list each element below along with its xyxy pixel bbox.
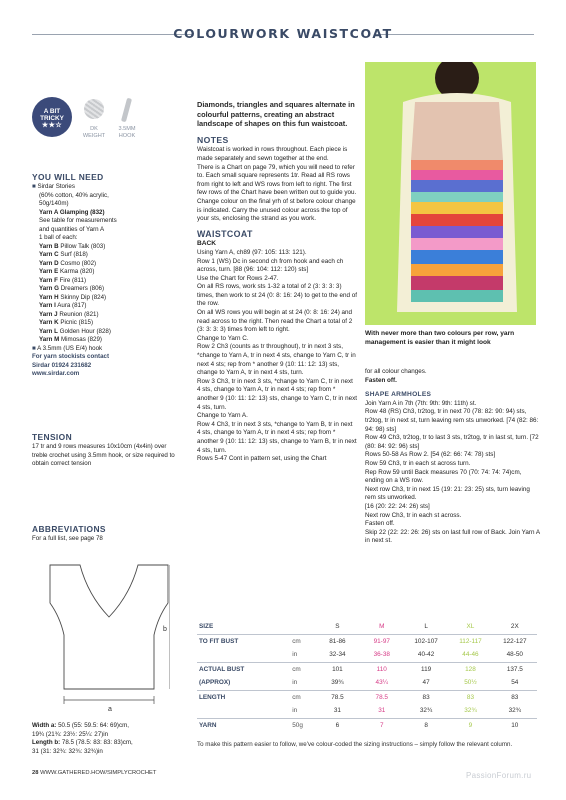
row-unit: 50g	[290, 718, 315, 732]
stripe-11	[411, 276, 503, 290]
yarn-value: Reunion (821)	[59, 310, 99, 318]
notes-paragraph-1: Waistcoat is worked in rows throughout. Each piece is made separately and sewn together at the end.	[197, 146, 348, 162]
armhole-instruction: Row 49 Ch3, tr2tog, tr to last 3 sts, tr2tog, tr in last st, turn. [72 (80: 84: 92: 96) sts]	[365, 434, 539, 450]
yarn-desc-2: 50g/140m)	[39, 200, 69, 207]
row-unit: in	[292, 651, 298, 659]
table-cell: 6	[315, 718, 359, 732]
armholes-title: SHAPE ARMHOLES	[365, 391, 432, 399]
yarn-value: Pillow Talk (803)	[60, 242, 106, 250]
row-label	[197, 648, 290, 662]
stockists-line-1: For yarn stockists contact	[32, 353, 110, 360]
table-cell: 137.5	[493, 662, 537, 676]
yarn-item	[32, 285, 182, 294]
yarn-brand-line	[32, 183, 182, 192]
table-cell: 31	[378, 707, 386, 715]
table-cell: 83	[448, 690, 492, 704]
width-cm: 50.5 (55: 59.5: 64: 69)cm,	[58, 722, 129, 729]
row-unit: cm	[290, 634, 315, 648]
size-header-cell: M	[379, 623, 385, 631]
yarn-key: Yarn J	[39, 310, 58, 318]
page-number: 28	[32, 770, 39, 776]
length-cm: 78.5 (78.5: 83: 83: 83)cm,	[61, 739, 133, 746]
armhole-instruction: Join Yarn A in 7th (7th: 9th: 9th: 11th) st.	[365, 399, 477, 407]
yarn-item	[32, 243, 182, 252]
yarn-item	[32, 277, 182, 286]
badge-stars: ★★☆	[41, 122, 63, 129]
width-in: 19¾ (21¾: 23½: 25¼: 27)in	[32, 730, 109, 738]
intro-text: Diamonds, triangles and squares alternate in colourful patterns, creating an abstract landscape of shapes on this fun waistcoat.	[197, 100, 355, 129]
yarn-item	[32, 311, 182, 320]
page-header-title: COLOURWORK WAISTCOAT	[173, 26, 393, 41]
yarn-item	[32, 336, 182, 345]
table-cell: 9	[448, 718, 492, 732]
size-table-header	[197, 620, 537, 634]
yarn-item	[32, 260, 182, 269]
yarn-key: Yarn C	[39, 251, 59, 258]
stripe-7	[411, 226, 503, 238]
stripe-5	[411, 202, 503, 214]
bullet-icon: ■	[32, 344, 38, 352]
back-instruction: On all WS rows you will begin at st 24 (0: 8: 16: 24) and read across to the right. Then read the Chart a total of 2 (3: 3: 3: 3) times from left to right.	[197, 309, 353, 334]
back-instruction: Using Yarn A, ch89 (97: 105: 113: 121).	[197, 248, 307, 256]
size-header-cell: L	[424, 623, 428, 631]
yarn-value: Surf (818)	[60, 251, 88, 258]
notes-paragraph-2: There is a Chart on page 79, which you will need to refer to. Each small square represents 1tr. Read all RS rows from right to left and WS rows from left to right. The first few rows of the Chart have been written out to guide you. Change colour on the final yrh of st before colour change is indicated. Carry the unused colour across the top of your sts, enclosing the strand as you work.	[197, 163, 357, 223]
armhole-instruction: Row 48 (RS) Ch3, tr2tog, tr in next 70 (78: 82: 90: 94) sts, tr2tog, tr in next st, turn leaving rem sts unworked. [74 (82: 86: 94: 98) sts]	[365, 408, 539, 433]
table-cell: 44-46	[462, 651, 479, 659]
table-cell: 102-107	[404, 634, 448, 648]
waistcoat-pattern	[411, 160, 503, 302]
schematic-caption	[32, 722, 192, 756]
row-unit: cm	[290, 662, 315, 676]
yarn-item	[32, 328, 182, 337]
back-title: BACK	[197, 240, 217, 248]
armhole-instructions	[365, 400, 540, 546]
right-p1: for all colour changes.	[365, 368, 427, 375]
table-cell: 112-117	[448, 634, 492, 648]
table-cell: 7	[360, 718, 404, 732]
stripe-2	[411, 170, 503, 180]
table-cell: 122-127	[493, 634, 537, 648]
waistcoat-photo	[365, 62, 536, 325]
size-header-cell: XL	[466, 623, 475, 631]
yarn-a: Yarn A Glamping (832)	[39, 208, 105, 216]
table-cell: 43¼	[375, 679, 388, 687]
badge-line1: A BIT	[43, 108, 61, 115]
armhole-instruction: Skip 22 (22: 22: 26: 26) sts on last full row of Back. Join Yarn A in next st.	[365, 528, 540, 545]
stripe-10	[411, 264, 503, 276]
table-cell: 83	[493, 690, 537, 704]
table-cell: 47	[422, 679, 430, 687]
table-cell: 119	[404, 662, 448, 676]
back-instruction: On all RS rows, work sts 1-32 a total of 2 (3: 3: 3: 3) times, then work to st 24 (0: 8: 16: 24) to get to the end of the row.	[197, 283, 357, 308]
row-unit: in	[292, 707, 298, 715]
yarn-value: Aura (817)	[57, 302, 87, 309]
table-note: To make this pattern easier to follow, we've colour-coded the sizing instructions – simply follow the relevant column.	[197, 741, 513, 748]
stripe-8	[411, 238, 503, 250]
yarn-ball-icon	[84, 99, 104, 119]
yarn-key: Yarn F	[39, 276, 58, 284]
yarn-item	[32, 302, 182, 311]
you-will-need-title: YOU WILL NEED	[32, 172, 104, 182]
stockists-line-2: Sirdar 01924 231682	[32, 361, 92, 369]
yarn-item	[32, 251, 182, 260]
armhole-instruction: Rep Row 59 until Back measures 70 (70: 74: 74: 74)cm, ending on a WS row.	[365, 468, 522, 485]
yarn-a-note-2: and quantities of Yarn A	[39, 225, 105, 233]
table-cell: 31	[333, 707, 341, 715]
armhole-instruction: Row 59 Ch3, tr in each st across turn.	[365, 459, 471, 467]
hook-size: A 3.5mm (US E/4) hook	[37, 344, 103, 352]
row-unit: cm	[290, 690, 315, 704]
table-cell: 78.5	[315, 690, 359, 704]
table-cell: 40-42	[417, 651, 435, 659]
stockists-url[interactable]: www.sirdar.com	[32, 370, 80, 377]
table-cell: 91-97	[360, 634, 404, 648]
size-header-cell: 2X	[510, 623, 519, 631]
table-row	[197, 690, 537, 704]
yarn-value: Dreamers (806)	[60, 285, 105, 292]
yarn-key: Yarn D	[39, 259, 59, 267]
tension-text: 17 tr and 9 rows measures 10x10cm (4x4in) over treble crochet using 3.5mm hook, or size required to obtain correct tension	[32, 443, 175, 467]
abbreviations-title: ABBREVIATIONS	[32, 524, 106, 534]
row-label: YARN	[197, 718, 290, 732]
table-cell: 8	[404, 718, 448, 732]
armhole-instruction: Fasten off.	[365, 520, 395, 528]
weight-label	[79, 126, 109, 139]
back-instruction: Change to Yarn C.	[197, 334, 249, 342]
back-instruction: Row 3 Ch3, tr in next 3 sts, *change to Yarn C, tr in next 4 sts, change to Yarn A, tr in next 4 sts; rep from * another 9 (10: 11: 12: 13) sts, change to Yarn C, tr in next 4 sts, turn.	[197, 377, 357, 411]
stripe-12	[411, 290, 503, 302]
table-row	[197, 704, 537, 718]
yarn-desc-1: (60% cotton, 40% acrylic,	[39, 191, 109, 199]
watermark: PassionForum.ru	[466, 771, 532, 780]
row-label: ACTUAL BUST	[197, 662, 290, 676]
row-label: (APPROX)	[199, 679, 231, 687]
table-cell: 78.5	[360, 690, 404, 704]
yarn-key: Yarn B	[39, 242, 59, 250]
table-cell: 32¾	[508, 707, 522, 715]
crochet-hook-icon	[121, 98, 132, 122]
back-instructions	[197, 249, 357, 464]
stripe-9	[411, 250, 503, 264]
hook-line	[32, 345, 182, 354]
table-cell: 32-34	[329, 651, 346, 659]
table-row	[197, 634, 537, 648]
table-cell: 50½	[464, 679, 477, 687]
yarn-value: Mimosas (829)	[61, 336, 102, 343]
row-label: LENGTH	[197, 690, 290, 704]
row-label: TO FIT BUST	[197, 634, 290, 648]
photo-caption: With never more than two colours per row, yarn management is easier than it might look	[365, 330, 515, 346]
table-cell: 36-38	[373, 651, 390, 659]
table-cell: 32¾	[419, 707, 433, 715]
armhole-instruction: Rows 50-58 As Row 2. [54 (62: 66: 74: 78) sts]	[365, 451, 496, 459]
yarn-key: Yarn K	[39, 319, 59, 326]
table-row	[197, 676, 537, 690]
table-row	[197, 718, 537, 732]
footer-url[interactable]: WWW.GATHERED.HOW/SIMPLYCROCHET	[40, 770, 157, 776]
yarn-key: Yarn L	[39, 327, 58, 335]
yarn-a-note-1: See table for measurements	[39, 217, 117, 224]
stripe-3	[411, 180, 503, 192]
hook-label	[112, 126, 142, 139]
yarn-value: Golden Hour (828)	[59, 327, 111, 335]
table-cell: 83	[404, 690, 448, 704]
abbreviations-text: For a full list, see page 78	[32, 535, 103, 542]
yarn-key: Yarn E	[39, 268, 59, 275]
yarn-value: Karma (820)	[60, 268, 95, 275]
schematic-outline	[50, 565, 168, 689]
page-footer	[32, 770, 156, 776]
yarn-item	[32, 268, 182, 277]
yarn-colour-list	[32, 243, 182, 345]
size-header-cell: SIZE	[199, 623, 214, 631]
width-line	[32, 722, 192, 731]
armhole-instruction: Next row Ch3, tr in next 15 (19: 21: 23: 25) sts, turn leaving rem sts unworked.	[365, 485, 530, 502]
armhole-instruction: [16 (20: 22: 24: 26) sts]	[365, 502, 430, 510]
hook-label-1: 3.5MM	[118, 126, 136, 132]
yarn-key: Yarn I	[39, 302, 56, 309]
waistcoat-plain-top	[411, 102, 503, 160]
length-in: 31 (31: 32¾: 32¾: 32¾)in	[32, 747, 103, 755]
yarn-value: Picnic (815)	[60, 319, 94, 326]
table-cell: 81-86	[315, 634, 359, 648]
yarn-item	[32, 319, 182, 328]
table-row	[197, 648, 537, 662]
back-instruction: Row 1 (WS) Dc in second ch from hook and each ch across, turn. [88 (96: 104: 112: 120) sts]	[197, 257, 344, 274]
length-label: Length b:	[32, 739, 61, 746]
fasten-off: Fasten off.	[365, 376, 397, 384]
schematic-label-a: a	[108, 706, 112, 713]
ball-each: 1 ball of each:	[39, 234, 78, 241]
table-cell: 101	[315, 662, 359, 676]
schematic-label-b: b	[163, 626, 167, 633]
table-cell: 110	[360, 662, 404, 676]
bullet-icon: ■	[32, 183, 38, 190]
length-line	[32, 739, 192, 748]
waistcoat-schematic	[30, 555, 170, 715]
notes-title: NOTES	[197, 134, 229, 145]
stripe-4	[411, 192, 503, 202]
size-header-cell	[290, 620, 315, 634]
row-unit: in	[292, 679, 298, 687]
stripe-6	[411, 214, 503, 226]
back-instruction: Use the Chart for Rows 2-47.	[197, 274, 279, 282]
table-row	[197, 662, 537, 676]
table-cell: 10	[493, 718, 537, 732]
size-header-cell: S	[335, 623, 340, 631]
back-instruction: Rows 5-47 Cont in pattern set, using the Chart	[197, 455, 327, 463]
table-cell: 54	[511, 679, 519, 687]
tension-title: TENSION	[32, 432, 73, 442]
yarn-value: Fire (811)	[59, 276, 87, 284]
table-cell: 128	[448, 662, 492, 676]
yarn-key: Yarn M	[39, 336, 60, 343]
yarn-brand: Sirdar Stories	[37, 183, 75, 190]
yarn-item	[32, 294, 182, 303]
yarn-key: Yarn G	[39, 285, 59, 292]
waistcoat-title: WAISTCOAT	[197, 228, 253, 239]
table-cell: 32¾	[464, 707, 477, 715]
row-label	[197, 704, 290, 718]
back-instruction: Row 2 Ch3 (counts as tr throughout), tr in next 3 sts, *change to Yarn A, tr in next 4 sts, change to Yarn C, tr in next 4 sts; rep from * another 9 (10: 11: 12: 13) sts, change to Yarn A, tr in next 4 sts, turn.	[197, 343, 356, 377]
right-instructions	[365, 368, 540, 546]
instructions-column	[197, 100, 357, 464]
size-table	[197, 620, 537, 732]
weight-label-2: WEIGHT	[82, 132, 106, 139]
yarn-key: Yarn H	[39, 293, 59, 301]
width-label: Width a:	[32, 722, 57, 729]
table-cell: 39¾	[331, 679, 344, 687]
yarn-value: Cosmo (802)	[60, 259, 97, 267]
back-instruction: Change to Yarn A.	[197, 412, 248, 420]
weight-label-1: DK	[90, 126, 98, 132]
materials-list	[32, 183, 182, 379]
table-cell: 48-50	[506, 651, 523, 659]
badge-line2: TRICKY	[40, 115, 64, 122]
back-instruction: Row 4 Ch3, tr in next 3 sts, *change to Yarn B, tr in next 4 sts, change to Yarn A, tr in next 4 sts; rep from * another 9 (10: 11: 12: 13) sts, change to Yarn B, tr in next 4 sts, turn.	[197, 420, 357, 454]
stripe-1	[411, 160, 503, 170]
armhole-instruction: Next row Ch3, tr in each st across.	[365, 511, 462, 519]
difficulty-badge	[32, 97, 72, 137]
hook-label-2: HOOK	[118, 132, 136, 139]
yarn-value: Skinny Dip (824)	[60, 293, 107, 301]
